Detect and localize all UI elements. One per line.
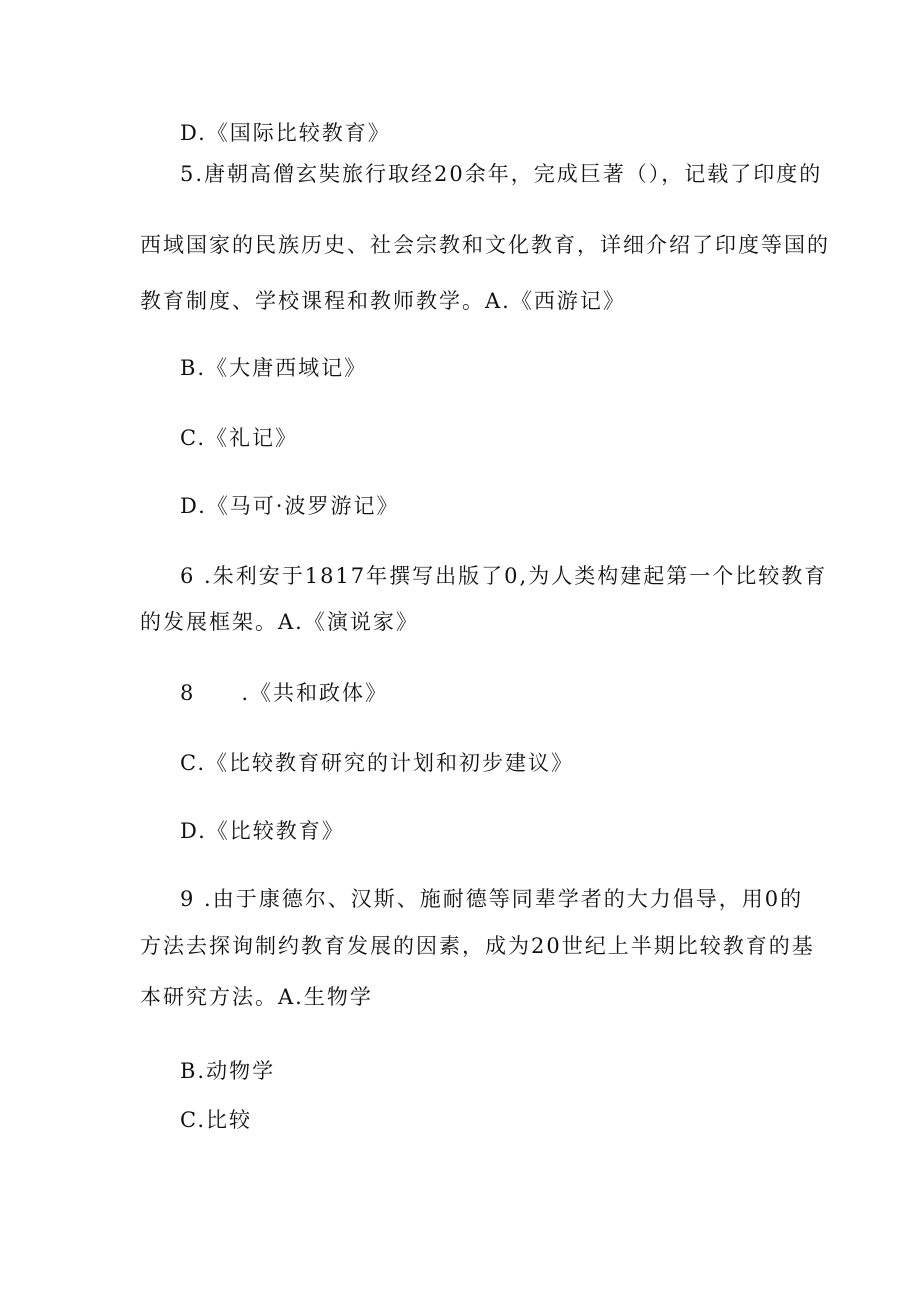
option-5c: C.《礼记》 <box>180 426 298 450</box>
question-5-line-2: 西域国家的民族历史、社会宗教和文化教育，详细介绍了印度等国的 <box>140 233 830 257</box>
option-6d: D.《比较教育》 <box>180 819 345 843</box>
question-6-line-1: 6 .朱利安于1817年撰写出版了0,为人类构建起第一个比较教育 <box>180 564 828 588</box>
option-5b: B.《大唐西域记》 <box>180 356 368 380</box>
option-6c: C.《比较教育研究的计划和初步建议》 <box>180 751 574 775</box>
option-6b: 8 .《共和政体》 <box>180 681 389 705</box>
option-5d: D.《马可·波罗游记》 <box>180 494 400 518</box>
question-9-line-2: 方法去探询制约教育发展的因素，成为20世纪上半期比较教育的基 <box>140 934 815 958</box>
option-4d: D.《国际比较教育》 <box>180 121 391 145</box>
option-9c: C.比较 <box>180 1108 252 1132</box>
option-9b: B.动物学 <box>180 1059 276 1083</box>
question-9-line-1: 9 .由于康德尔、汉斯、施耐德等同辈学者的大力倡导，用0的 <box>180 887 804 911</box>
question-6-line-2: 的发展框架。A.《演说家》 <box>140 610 419 634</box>
question-9-line-3: 本研究方法。A.生物学 <box>140 985 373 1009</box>
question-5-line-1: 5.唐朝高僧玄奘旅行取经20余年，完成巨著（），记载了印度的 <box>180 162 823 186</box>
question-5-line-3: 教育制度、学校课程和教师教学。A.《西游记》 <box>140 289 626 313</box>
